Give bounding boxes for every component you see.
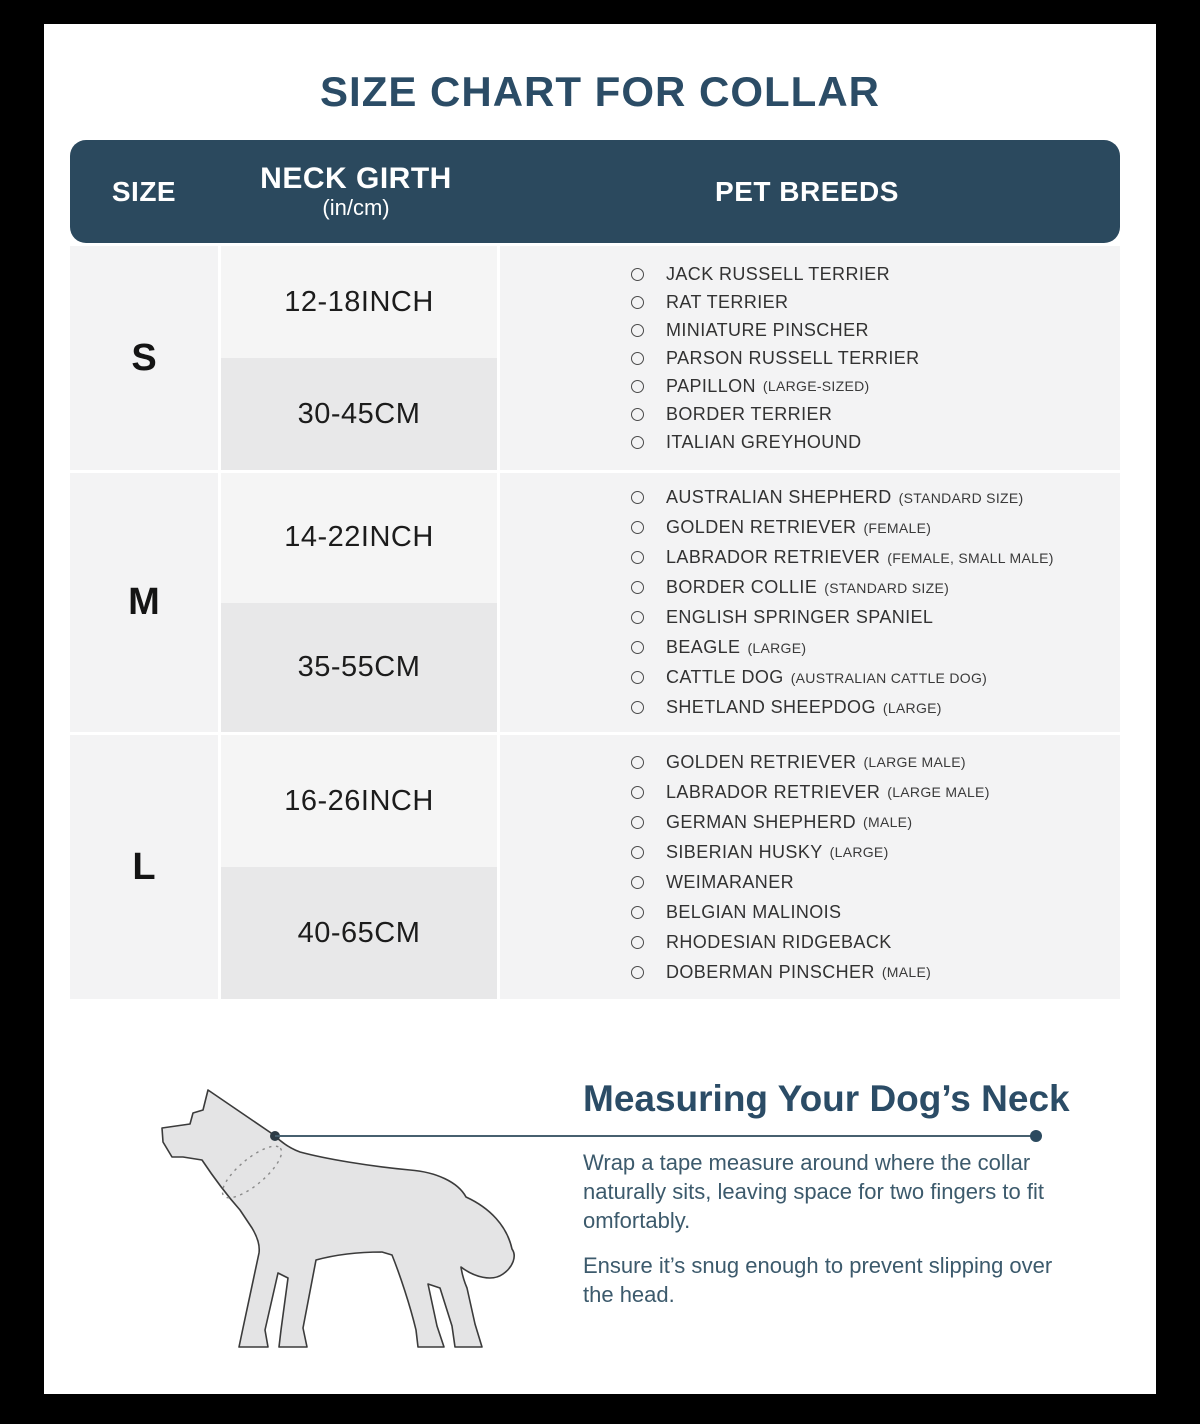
girth-cm-l: 40-65CM [221, 867, 497, 999]
page [44, 24, 1156, 1394]
breed-item [631, 872, 1120, 892]
circle-bullet-icon [631, 816, 644, 829]
breed-note: (LARGE) [829, 844, 889, 860]
column-header-neck-girth [218, 163, 494, 221]
breed-item [631, 518, 1120, 538]
breed-note: (MALE) [863, 814, 913, 830]
breed-note: (MALE) [881, 964, 932, 980]
measure-leader [270, 1125, 1042, 1147]
circle-bullet-icon [631, 268, 644, 281]
breed-note: (LARGE MALE) [887, 784, 990, 800]
breed-name: JACK RUSSELL TERRIER [666, 263, 891, 284]
measuring-paragraph-1: Wrap a tape measure around where the collar naturally sits, leaving space for two fingers to fit omfortably. [583, 1150, 1044, 1233]
breed-item [631, 962, 1120, 982]
breeds-list-m [500, 473, 1120, 732]
table-row-size-m [70, 473, 1120, 732]
dog-illustration [130, 1060, 570, 1390]
circle-bullet-icon [631, 436, 644, 449]
circle-bullet-icon [631, 756, 644, 769]
circle-bullet-icon [631, 408, 644, 421]
breed-item [631, 782, 1120, 802]
breed-name: GOLDEN RETRIEVER [666, 517, 857, 537]
breed-name: PAPILLON [666, 375, 756, 396]
girth-cell-m [221, 473, 497, 732]
circle-bullet-icon [631, 581, 644, 594]
breed-item [631, 932, 1120, 952]
breed-name: MINIATURE PINSCHER [666, 319, 869, 340]
breed-item [631, 348, 1120, 368]
breed-name: BEAGLE [666, 637, 741, 657]
breed-name: SHETLAND SHEEPDOG [666, 697, 876, 717]
table-row-size-l [70, 735, 1120, 999]
measuring-paragraph-2: Ensure it’s snug enough to prevent slipping over the head. [583, 1253, 1053, 1307]
breeds-list-l [500, 735, 1120, 999]
circle-bullet-icon [631, 876, 644, 889]
column-header-pet-breeds: PET BREEDS [715, 175, 899, 207]
circle-bullet-icon [631, 906, 644, 919]
girth-cell-s [221, 246, 497, 470]
breed-item [631, 264, 1120, 284]
breed-name: PARSON RUSSELL TERRIER [666, 347, 920, 368]
breed-item [631, 578, 1120, 598]
breeds-cell-m [500, 473, 1120, 732]
breed-item [631, 842, 1120, 862]
circle-bullet-icon [631, 846, 644, 859]
girth-inch-l: 16-26INCH [221, 735, 497, 867]
breed-item [631, 638, 1120, 658]
breed-item [631, 404, 1120, 424]
breed-note: (FEMALE, SMALL MALE) [887, 549, 1054, 566]
column-header-size: SIZE [111, 175, 177, 207]
neck-girth-unit: (in/cm) [322, 194, 390, 220]
measure-line [275, 1135, 1034, 1137]
measuring-heading: Measuring Your Dog’s Neck [583, 1078, 1070, 1119]
circle-bullet-icon [631, 786, 644, 799]
circle-bullet-icon [631, 936, 644, 949]
breed-item [631, 752, 1120, 772]
breed-note: (LARGE-SIZED) [762, 378, 870, 394]
breed-item [631, 432, 1120, 452]
page-title: SIZE CHART FOR COLLAR [320, 68, 880, 115]
breeds-list-s [500, 246, 1120, 470]
breed-name: LABRADOR RETRIEVER [666, 547, 881, 567]
breed-name: ITALIAN GREYHOUND [666, 431, 862, 452]
line-end-dot-icon [1030, 1130, 1042, 1142]
circle-bullet-icon [631, 521, 644, 534]
breed-item [631, 320, 1120, 340]
breed-item [631, 902, 1120, 922]
breed-name: BORDER TERRIER [666, 403, 833, 424]
breed-item [631, 668, 1120, 688]
breed-note: (FEMALE) [863, 519, 932, 536]
breed-item [631, 292, 1120, 312]
size-cell-s: S [70, 246, 218, 470]
girth-inch-s: 12-18INCH [221, 246, 497, 358]
breed-note: (STANDARD SIZE) [898, 489, 1024, 506]
size-cell-l: L [70, 735, 218, 999]
breed-item [631, 376, 1120, 396]
table-row-size-s [70, 246, 1120, 470]
breed-name: BELGIAN MALINOIS [666, 901, 842, 922]
table-header-row [70, 140, 1120, 243]
breed-name: DOBERMAN PINSCHER [666, 961, 875, 982]
breed-item [631, 608, 1120, 628]
breed-name: BORDER COLLIE [666, 577, 818, 597]
girth-cell-l [221, 735, 497, 999]
breed-name: LABRADOR RETRIEVER [666, 781, 881, 802]
size-chart-table [70, 140, 1120, 999]
breed-name: AUSTRALIAN SHEPHERD [666, 487, 892, 507]
circle-bullet-icon [631, 380, 644, 393]
size-cell-m: M [70, 473, 218, 732]
breed-note: (AUSTRALIAN CATTLE DOG) [790, 669, 988, 686]
circle-bullet-icon [631, 352, 644, 365]
circle-bullet-icon [631, 551, 644, 564]
breed-name: GERMAN SHEPHERD [666, 811, 857, 832]
breed-item [631, 812, 1120, 832]
breed-name: CATTLE DOG [666, 667, 784, 687]
circle-bullet-icon [631, 491, 644, 504]
breed-note: (STANDARD SIZE) [824, 579, 950, 596]
breed-item [631, 698, 1120, 718]
circle-bullet-icon [631, 324, 644, 337]
breed-name: RHODESIAN RIDGEBACK [666, 931, 892, 952]
circle-bullet-icon [631, 966, 644, 979]
breed-item [631, 488, 1120, 508]
breed-name: ENGLISH SPRINGER SPANIEL [666, 607, 934, 627]
circle-bullet-icon [631, 701, 644, 714]
breed-name: WEIMARANER [666, 871, 795, 892]
girth-inch-m: 14-22INCH [221, 473, 497, 603]
breed-note: (LARGE) [882, 699, 942, 716]
circle-bullet-icon [631, 671, 644, 684]
breed-note: (LARGE) [747, 639, 807, 656]
breed-name: RAT TERRIER [666, 291, 789, 312]
breed-item [631, 548, 1120, 568]
girth-cm-m: 35-55CM [221, 603, 497, 733]
circle-bullet-icon [631, 611, 644, 624]
girth-cm-s: 30-45CM [221, 358, 497, 470]
measuring-instructions [583, 1148, 1055, 1309]
circle-bullet-icon [631, 296, 644, 309]
table-body [70, 246, 1120, 999]
breeds-cell-s [500, 246, 1120, 470]
breed-note: (LARGE MALE) [863, 754, 966, 770]
breed-name: SIBERIAN HUSKY [666, 841, 823, 862]
breeds-cell-l [500, 735, 1120, 999]
breed-name: GOLDEN RETRIEVER [666, 751, 857, 772]
neck-girth-label: NECK GIRTH [260, 161, 452, 195]
circle-bullet-icon [631, 641, 644, 654]
